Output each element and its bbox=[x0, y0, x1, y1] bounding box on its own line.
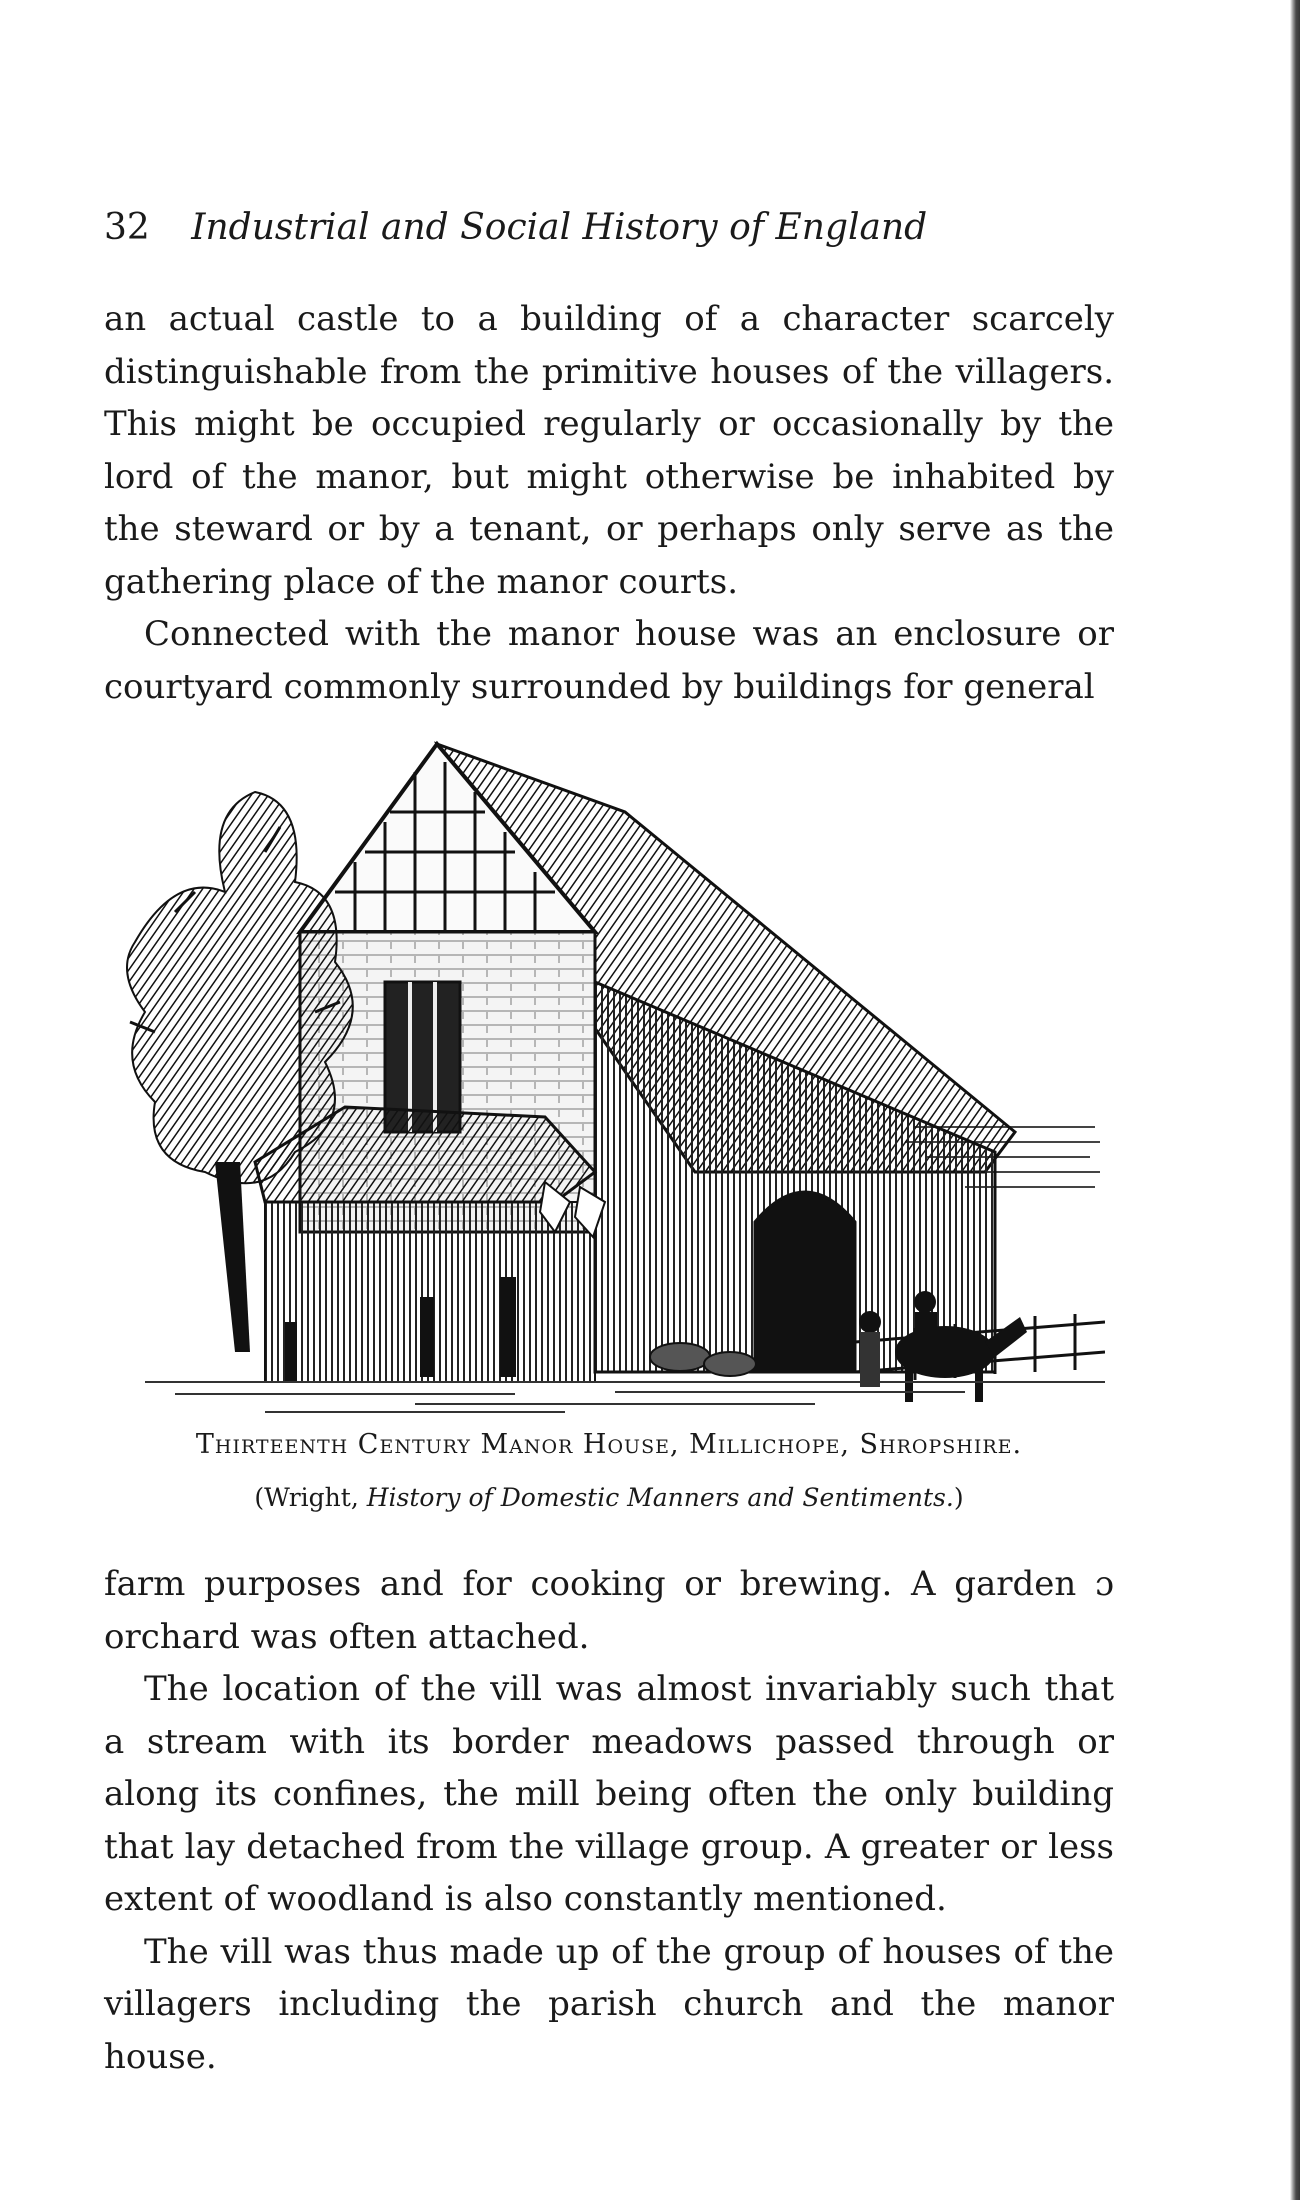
arched-door bbox=[755, 1192, 855, 1372]
running-title: Industrial and Social History of England bbox=[191, 207, 928, 248]
body-text-top bbox=[104, 293, 1114, 713]
paragraph: farm purposes and for cooking or brewing. A garden ɔ orchard was often attached. bbox=[104, 1564, 1114, 1657]
figure-caption: Thirteenth Century Manor House, Millichope, Shropshire. bbox=[195, 1429, 1023, 1460]
paragraph: an actual castle to a building of a character scarcely distinguishable from the primitive houses of the villagers. This might be occupied regularly or occasionally by the lord of the manor, but might otherwise be inhabited by the steward or by a tenant, or perhaps only serve as the gathering place of the manor courts. bbox=[104, 299, 1114, 602]
source-work-title: History of Domestic Manners and Sentiments. bbox=[366, 1483, 954, 1512]
paragraph: The location of the vill was almost invariably such that a stream with its border meadows passed through or along its confines, the mill being often the only building that lay detached from the village group. A greater or less extent of woodland is also constantly mentioned. bbox=[104, 1669, 1114, 1919]
running-head bbox=[104, 198, 1116, 258]
manor-house-illustration bbox=[115, 732, 1105, 1418]
source-prefix: (Wright, bbox=[254, 1483, 367, 1512]
page-edge-shadow bbox=[1290, 0, 1300, 2200]
figure-source bbox=[104, 1478, 1114, 1518]
page-number: 32 bbox=[104, 207, 150, 248]
paragraph: Connected with the manor house was an enclosure or courtyard commonly surrounded by buildings for general bbox=[104, 614, 1114, 707]
body-text-bottom bbox=[104, 1558, 1114, 2083]
source-suffix: ) bbox=[953, 1483, 964, 1512]
ground bbox=[145, 1382, 1105, 1412]
paragraph: The vill was thus made up of the group of houses of the villagers including the parish church and the manor house. bbox=[104, 1931, 1114, 2077]
manor-house-engraving-icon bbox=[115, 732, 1105, 1418]
